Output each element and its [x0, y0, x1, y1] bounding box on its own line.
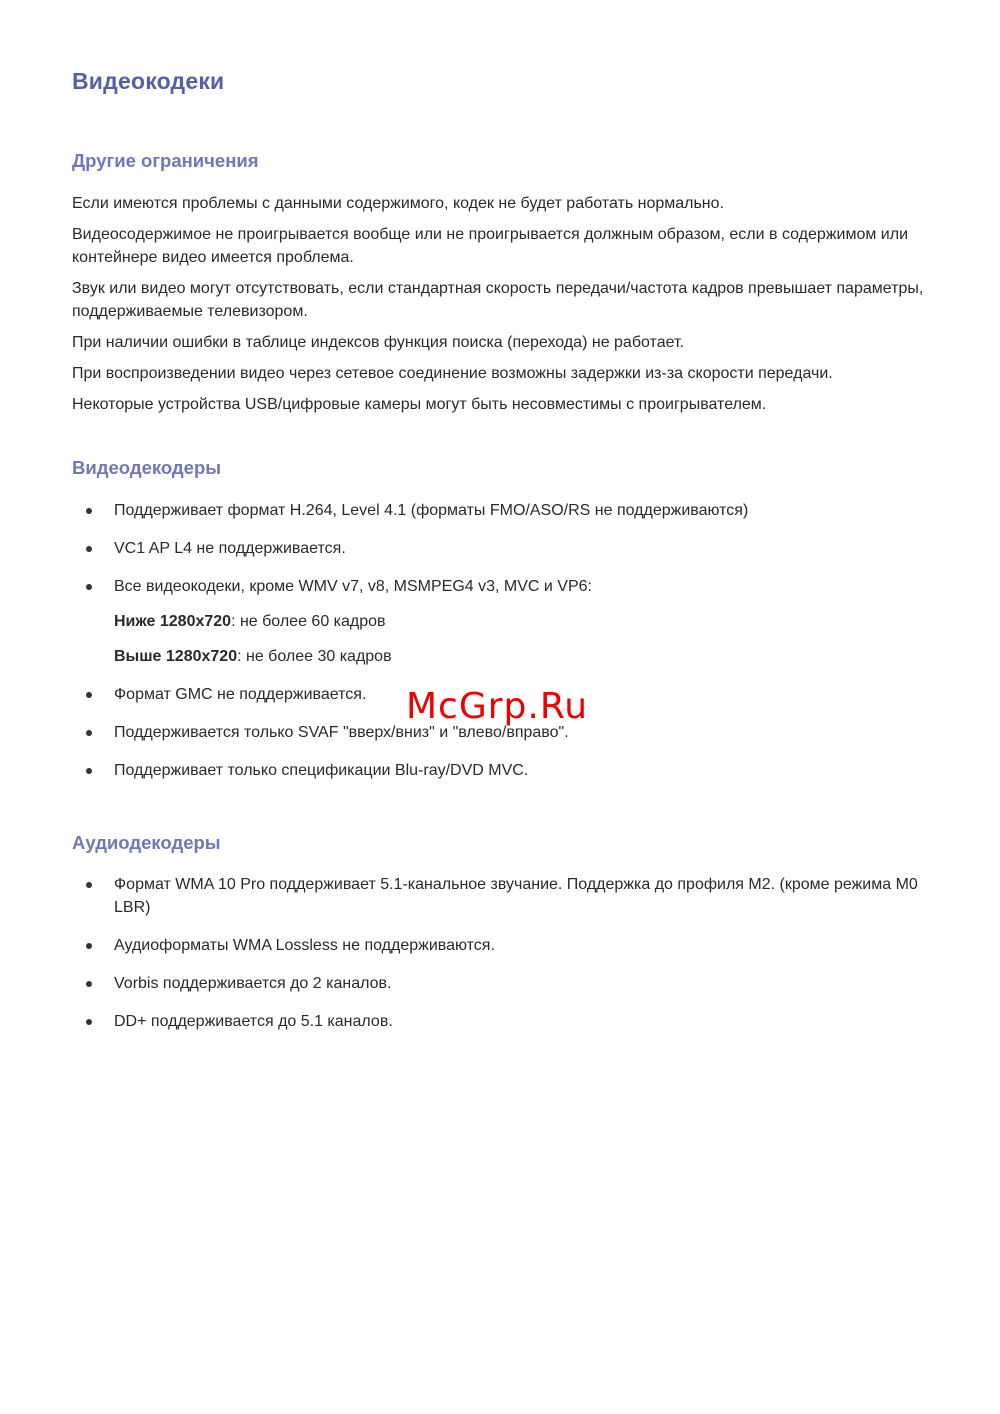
bullet-icon: [86, 981, 92, 987]
list-item: [72, 575, 932, 668]
paragraph: При наличии ошибки в таблице индексов функция поиска (перехода) не работает.: [72, 334, 684, 351]
frame-rate-value: : не более 30 кадров: [237, 648, 392, 665]
bullet-icon: [86, 730, 92, 736]
paragraph: При воспроизведении видео через сетевое соединение возможны задержки из-за скорости передачи.: [72, 365, 833, 382]
list-item: [72, 934, 932, 957]
list-item: [72, 1010, 932, 1033]
page-title: Видеокодеки: [72, 68, 225, 94]
bullet-icon: [86, 1019, 92, 1025]
paragraph: Если имеются проблемы с данными содержимого, кодек не будет работать нормально.: [72, 195, 724, 212]
audio-decoders-list: [72, 873, 932, 1048]
bullet-icon: [86, 546, 92, 552]
list-item-text: Vorbis поддерживается до 2 каналов.: [114, 975, 392, 992]
list-item-text: Поддерживается только SVAF "вверх/вниз" и "влево/вправо".: [114, 724, 569, 741]
bullet-icon: [86, 768, 92, 774]
frame-rate-label: Ниже 1280x720: [114, 613, 232, 630]
list-item: [72, 537, 932, 560]
section-title-video-decoders: Видеодекодеры: [72, 457, 222, 478]
list-item-text: Аудиоформаты WMA Lossless не поддерживаются.: [114, 937, 495, 954]
paragraph: Некоторые устройства USB/цифровые камеры могут быть несовместимы с проигрывателем.: [72, 396, 767, 413]
list-item: [72, 759, 932, 782]
list-item-text: Формат WMA 10 Pro поддерживает 5.1-канальное звучание. Поддержка до профиля M2. (кроме режима M0 LBR): [114, 876, 918, 916]
watermark: McGrp.Ru: [406, 686, 589, 727]
list-item-text: Все видеокодеки, кроме WMV v7, v8, MSMPEG4 v3, MVC и VP6:: [114, 578, 592, 595]
paragraph: Видеосодержимое не проигрывается вообще или не проигрывается должным образом, если в содержимом или контейнере видео имеется проблема.: [72, 226, 909, 266]
list-item: [72, 873, 932, 919]
frame-rate-label: Выше 1280x720: [114, 648, 238, 665]
list-item: [72, 499, 932, 522]
bullet-icon: [86, 692, 92, 698]
list-item: [72, 972, 932, 995]
list-item-text: Поддерживает формат H.264, Level 4.1 (форматы FMO/ASO/RS не поддерживаются): [114, 502, 749, 519]
section-title-audio-decoders: Аудиодекодеры: [72, 832, 221, 853]
list-item-text: Формат GMC не поддерживается.: [114, 686, 367, 703]
list-item-text: DD+ поддерживается до 5.1 каналов.: [114, 1013, 393, 1030]
bullet-icon: [86, 584, 92, 590]
paragraph: Звук или видео могут отсутствовать, если стандартная скорость передачи/частота кадров превышает параметры, поддерживаемые телевизором.: [72, 280, 924, 320]
frame-rate-limit-low: [114, 610, 932, 633]
frame-rate-limit-high: [114, 645, 932, 668]
bullet-icon: [86, 943, 92, 949]
list-item-text: Поддерживает только спецификации Blu-ray/DVD MVC.: [114, 762, 529, 779]
frame-rate-value: : не более 60 кадров: [231, 613, 386, 630]
bullet-icon: [86, 882, 92, 888]
list-item-text: VC1 AP L4 не поддерживается.: [114, 540, 346, 557]
bullet-icon: [86, 508, 92, 514]
section-title-other-limits: Другие ограничения: [72, 150, 259, 171]
video-decoders-list: [72, 499, 932, 797]
other-limits-paragraphs: [72, 192, 932, 424]
